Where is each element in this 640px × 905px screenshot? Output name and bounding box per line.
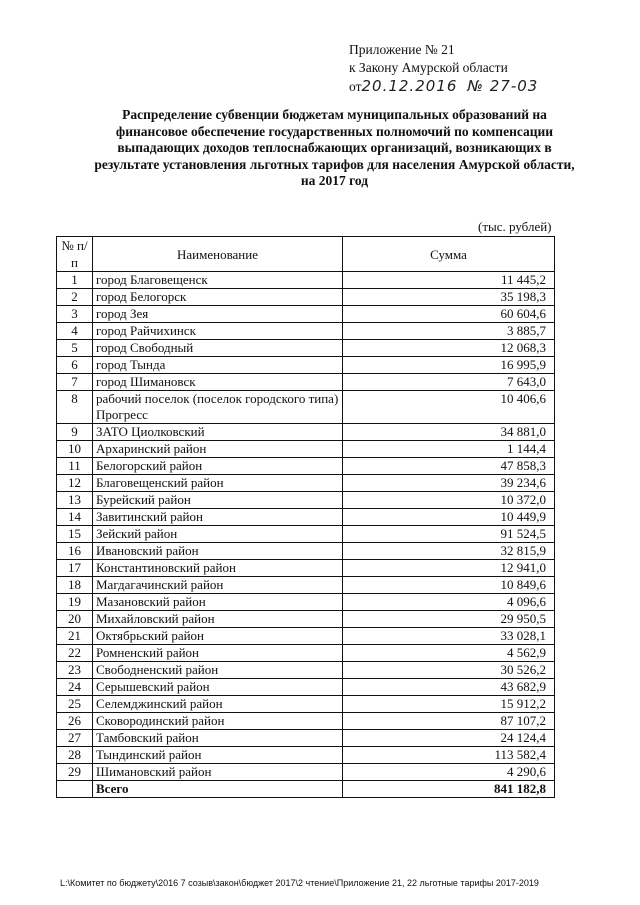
header-sum: Сумма [343,237,555,272]
row-name: Мазановский район [93,594,343,611]
table-row [57,475,555,492]
row-name: Архаринский район [93,441,343,458]
row-sum: 4 562,9 [343,645,555,662]
row-name: Благовещенский район [93,475,343,492]
table-row [57,560,555,577]
table-row [57,323,555,340]
date-prefix: от [349,79,362,94]
table-row [57,645,555,662]
row-name: Белогорский район [93,458,343,475]
row-number: 16 [57,543,93,560]
table-row [57,764,555,781]
row-name: Серышевский район [93,679,343,696]
table-row [57,628,555,645]
row-number: 13 [57,492,93,509]
row-sum: 12 941,0 [343,560,555,577]
table-row [57,509,555,526]
row-name: город Зея [93,306,343,323]
row-number: 29 [57,764,93,781]
table-row [57,713,555,730]
table-row [57,492,555,509]
row-sum: 33 028,1 [343,628,555,645]
row-sum: 10 449,9 [343,509,555,526]
row-number: 2 [57,289,93,306]
row-sum: 32 815,9 [343,543,555,560]
row-number: 15 [57,526,93,543]
table-row [57,357,555,374]
total-num-cell [57,781,93,798]
row-sum: 11 445,2 [343,272,555,289]
row-name: Свободненский район [93,662,343,679]
row-name: город Райчихинск [93,323,343,340]
total-row [57,781,555,798]
row-name: город Свободный [93,340,343,357]
row-sum: 34 881,0 [343,424,555,441]
row-number: 17 [57,560,93,577]
row-number: 7 [57,374,93,391]
row-number: 10 [57,441,93,458]
row-name: Селемджинский район [93,696,343,713]
table-row [57,272,555,289]
row-name: Сковородинский район [93,713,343,730]
appendix-law-ref: к Закону Амурской области [349,60,508,75]
table-row [57,340,555,357]
row-number: 26 [57,713,93,730]
handwritten-date: 20.12.2016 [361,77,458,95]
row-sum: 47 858,3 [343,458,555,475]
row-sum: 4 290,6 [343,764,555,781]
table-row [57,543,555,560]
table-row [57,662,555,679]
row-number: 21 [57,628,93,645]
row-sum: 7 643,0 [343,374,555,391]
table-row [57,747,555,764]
total-sum: 841 182,8 [343,781,555,798]
row-number: 19 [57,594,93,611]
row-name: город Тында [93,357,343,374]
table-row [57,594,555,611]
subsidy-table [56,236,555,798]
table-row [57,696,555,713]
table-row [57,424,555,441]
row-sum: 4 096,6 [343,594,555,611]
file-path-footer: L:\Комитет по бюджету\2016 7 созыв\закон\бюджет 2017\2 чтение\Приложение 21, 22 льготные тарифы 2017-2019 [60,878,539,888]
row-number: 22 [57,645,93,662]
row-sum: 16 995,9 [343,357,555,374]
appendix-date-line [349,77,579,96]
row-name: Октябрьский район [93,628,343,645]
row-sum: 87 107,2 [343,713,555,730]
document-title: Распределение субвенции бюджетам муниципальных образований на финансовое обеспечение государственных полномочий по компенсации выпадающих доходов теплоснабжающих организаций, возникающих в результате установления льготных тарифов для населения Амурской области, на 2017 год [94,107,575,188]
row-sum: 39 234,6 [343,475,555,492]
table-row [57,730,555,747]
row-name: рабочий поселок (поселок городского типа) Прогресс [93,391,343,424]
table-row [57,577,555,594]
row-number: 3 [57,306,93,323]
row-sum: 3 885,7 [343,323,555,340]
row-number: 23 [57,662,93,679]
row-name: Тындинский район [93,747,343,764]
row-sum: 10 849,6 [343,577,555,594]
handwritten-number: № 27-03 [467,77,539,95]
row-number: 11 [57,458,93,475]
row-number: 1 [57,272,93,289]
row-name: Тамбовский район [93,730,343,747]
row-name: город Шимановск [93,374,343,391]
header-name: Наименование [93,237,343,272]
table-body [57,272,555,781]
row-sum: 113 582,4 [343,747,555,764]
row-number: 9 [57,424,93,441]
row-sum: 10 406,6 [343,391,555,424]
row-number: 25 [57,696,93,713]
appendix-number: Приложение № 21 [349,42,455,57]
row-number: 5 [57,340,93,357]
row-name: город Белогорск [93,289,343,306]
table-row [57,289,555,306]
row-number: 20 [57,611,93,628]
table-row [57,391,555,424]
row-sum: 29 950,5 [343,611,555,628]
row-name: Завитинский район [93,509,343,526]
appendix-header [349,41,579,96]
row-sum: 1 144,4 [343,441,555,458]
table-row [57,611,555,628]
row-name: Ивановский район [93,543,343,560]
row-number: 28 [57,747,93,764]
table-row [57,679,555,696]
row-sum: 24 124,4 [343,730,555,747]
row-sum: 15 912,2 [343,696,555,713]
unit-note: (тыс. рублей) [478,219,552,234]
row-number: 24 [57,679,93,696]
row-number: 6 [57,357,93,374]
table-row [57,306,555,323]
table-row [57,526,555,543]
row-name: Бурейский район [93,492,343,509]
table-header-row [57,237,555,272]
table-row [57,374,555,391]
row-name: Константиновский район [93,560,343,577]
row-sum: 30 526,2 [343,662,555,679]
row-name: город Благовещенск [93,272,343,289]
row-name: ЗАТО Циолковский [93,424,343,441]
row-sum: 10 372,0 [343,492,555,509]
row-name: Ромненский район [93,645,343,662]
header-num: № п/п [57,237,93,272]
table-row [57,458,555,475]
row-sum: 12 068,3 [343,340,555,357]
row-number: 18 [57,577,93,594]
table-row [57,441,555,458]
row-number: 8 [57,391,93,424]
row-sum: 60 604,6 [343,306,555,323]
total-label: Всего [93,781,343,798]
row-number: 12 [57,475,93,492]
row-name: Михайловский район [93,611,343,628]
row-name: Магдагачинский район [93,577,343,594]
row-number: 27 [57,730,93,747]
row-number: 4 [57,323,93,340]
row-name: Зейский район [93,526,343,543]
row-number: 14 [57,509,93,526]
row-sum: 91 524,5 [343,526,555,543]
row-sum: 43 682,9 [343,679,555,696]
row-sum: 35 198,3 [343,289,555,306]
row-name: Шимановский район [93,764,343,781]
